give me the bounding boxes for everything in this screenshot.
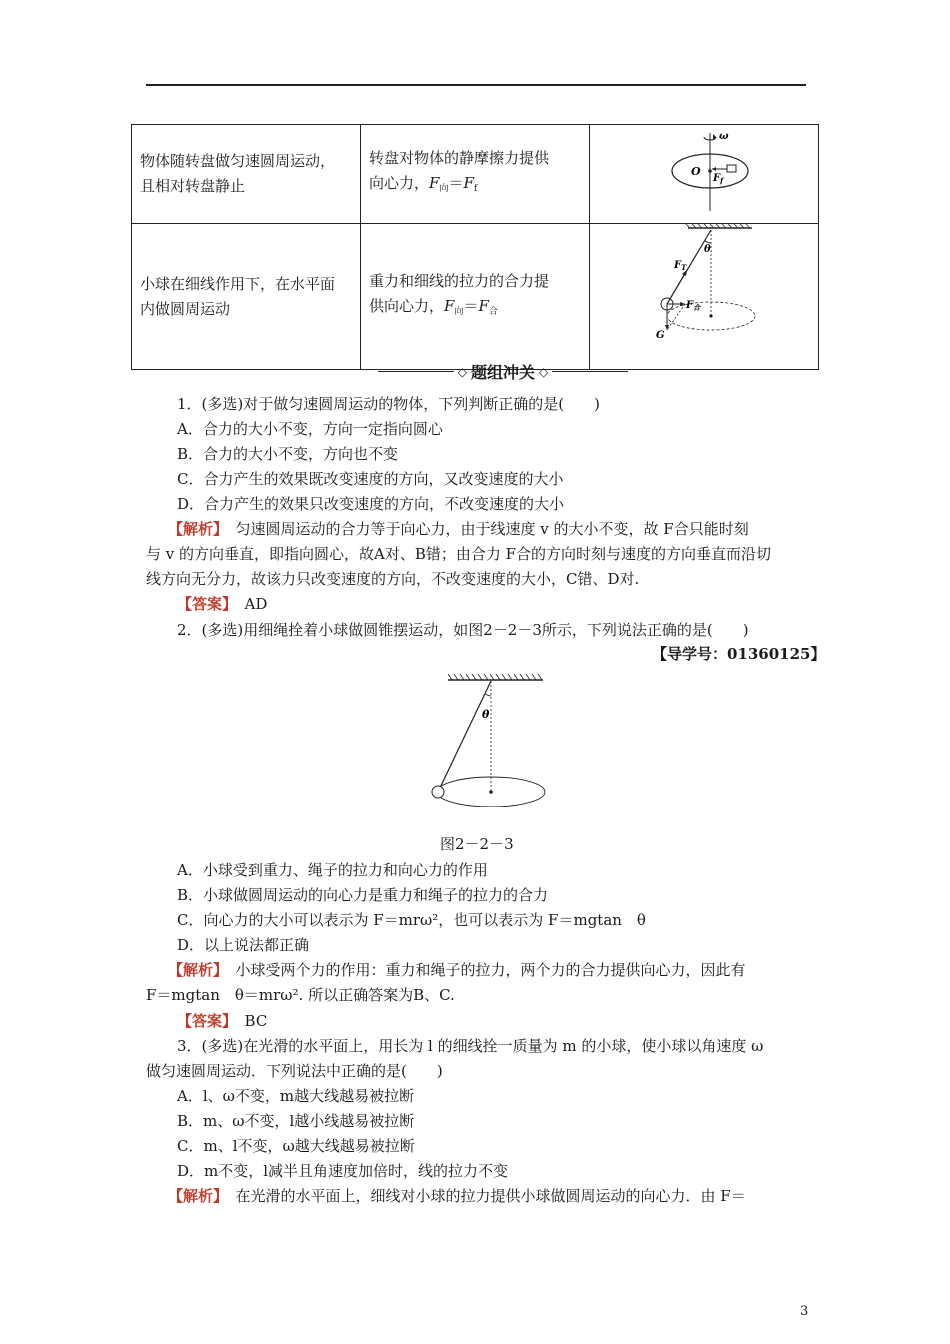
q2-option-a: A．小球受到重力、绳子的拉力和向心力的作用 [177, 861, 488, 879]
q2-answer: 【答案】 BC [177, 1012, 268, 1030]
page-number: 3 [800, 1304, 809, 1319]
conical-pendulum-force-diagram [590, 224, 818, 361]
header-rule [146, 84, 806, 86]
q2-stem: 2．(多选)用细绳拴着小球做圆锥摆运动，如图2－2－3所示，下列说法正确的是( ) [177, 621, 749, 639]
row1-force-source: 转盘对物体的静摩擦力提供 向心力，$F_向=F_f$ [361, 125, 590, 224]
q3-option-c: C．m、l不变，ω越大线越易被拉断 [177, 1137, 415, 1155]
q3-stem-line1: 3．(多选)在光滑的水平面上，用长为 l 的细线拴一质量为 m 的小球，使小球以角速度 ω [177, 1037, 764, 1055]
svg-text:Ff: $F_f$ [713, 173, 724, 185]
svg-text:F合: $F_合$ [686, 300, 701, 312]
row1-description: 物体随转盘做匀速圆周运动， 且相对转盘静止 [132, 125, 361, 224]
row2-figure-cell [590, 224, 819, 370]
figure-caption: 图2－2－3 [440, 835, 514, 853]
svg-text:θ: θ [704, 244, 711, 255]
q1-stem: 1．(多选)对于做匀速圆周运动的物体，下列判断正确的是( ) [177, 395, 600, 413]
row1-figure-cell [590, 125, 819, 224]
q1-option-a: A．合力的大小不变，方向一定指向圆心 [177, 420, 443, 438]
q1-option-c: C．合力产生的效果既改变速度的方向，又改变速度的大小 [177, 470, 564, 488]
svg-text:ω: ω [719, 131, 729, 142]
turntable-diagram [590, 125, 818, 215]
q1-explanation-line1: 【解析】 匀速圆周运动的合力等于向心力，由于线速度 v 的大小不变，故 F合只能时刻 [168, 520, 749, 538]
table-row [132, 125, 819, 224]
q1-answer: 【答案】 AD [177, 595, 268, 613]
q2-explanation-line1: 【解析】 小球受两个力的作用：重力和绳子的拉力，两个力的合力提供向心力，因此有 [168, 961, 746, 979]
table-row [132, 224, 819, 370]
q2-explanation-line2: F＝mgtan θ＝mrω². 所以正确答案为B、C. [146, 986, 455, 1004]
svg-text:FT: $F_T$ [674, 260, 687, 272]
q1-option-b: B．合力的大小不变，方向也不变 [177, 445, 399, 463]
q3-option-a: A．l、ω不变，m越大线越易被拉断 [177, 1087, 415, 1105]
row2-force-source: 重力和细线的拉力的合力提 供向心力，$F_向=F_合$ [361, 224, 590, 370]
q3-explanation: 【解析】 在光滑的水平面上，细线对小球的拉力提供小球做圆周运动的向心力．由 F＝ [168, 1187, 746, 1205]
summary-table [131, 124, 819, 370]
q1-explanation-line2: 与 v 的方向垂直，即指向圆心，故A对、B错；由合力 F合的方向时刻与速度的方向垂直而沿切 [146, 545, 772, 563]
svg-text:O: O [691, 165, 701, 178]
q1-explanation-line3: 线方向无分力，故该力只改变速度的方向，不改变速度的大小，C错、D对. [146, 570, 640, 588]
conical-pendulum-figure [428, 672, 548, 807]
q1-option-d: D．合力产生的效果只改变速度的方向，不改变速度的大小 [177, 495, 565, 513]
q3-stem-line2: 做匀速圆周运动．下列说法中正确的是( ) [146, 1062, 443, 1080]
section-title: ◇ 题组冲关 ◇ [378, 360, 628, 383]
q2-option-b: B．小球做圆周运动的向心力是重力和绳子的拉力的合力 [177, 886, 549, 904]
svg-text:G: G [656, 330, 665, 341]
q3-option-d: D．m不变，l减半且角速度加倍时，线的拉力不变 [177, 1162, 509, 1180]
row2-description: 小球在细线作用下，在水平面 内做圆周运动 [132, 224, 361, 370]
svg-text:θ: θ [482, 708, 490, 721]
q3-option-b: B．m、ω不变，l越小线越易被拉断 [177, 1112, 415, 1130]
q2-option-c: C．向心力的大小可以表示为 F＝mrω²，也可以表示为 F＝mgtan θ [177, 911, 646, 929]
q2-option-d: D．以上说法都正确 [177, 936, 310, 954]
q2-guide-number: 【导学号：01360125】 [652, 645, 826, 663]
